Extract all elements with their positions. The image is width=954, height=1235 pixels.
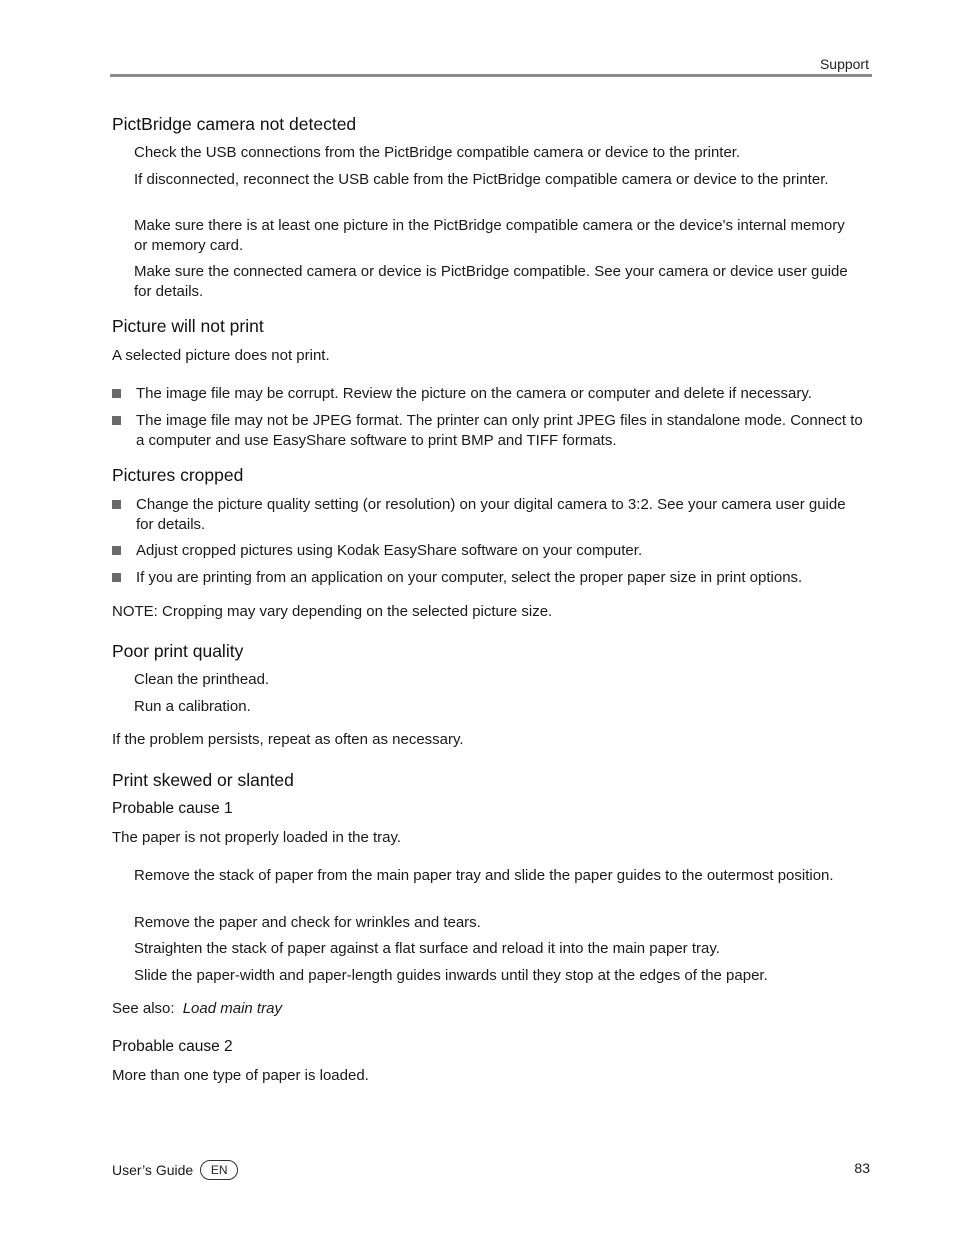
bullet-text: If you are printing from an application on your computer, select the proper paper size in print options. (136, 569, 803, 586)
step-item: Straighten the stack of paper against a flat surface and reload it into the main paper tray. (134, 940, 720, 957)
step-item: Remove the stack of paper from the main paper tray and slide the paper guides to the outermost position. (134, 867, 834, 884)
see-also-label: See also: (112, 1000, 175, 1017)
step-item: Make sure the connected camera or device is PictBridge compatible. See your camera or device user guide for details. (134, 263, 848, 300)
see-also-link[interactable]: Load main tray (182, 1000, 282, 1017)
bullet-square-icon (112, 546, 121, 555)
step-item: Clean the printhead. (134, 671, 270, 688)
heading-poor-print-quality: Poor print quality (112, 641, 244, 661)
step-item: Make sure there is at least one picture in the PictBridge compatible camera or the device's internal memory or memory card. (134, 217, 845, 254)
bullet-square-icon (112, 416, 121, 425)
step-item: Check the USB connections from the PictBridge compatible camera or device to the printer. (134, 144, 741, 161)
bullet-square-icon (112, 389, 121, 398)
subheading-probable-cause-2: Probable cause 2 (112, 1038, 233, 1055)
note-text: NOTE: Cropping may vary depending on the selected picture size. (112, 603, 553, 620)
heading-print-skewed: Print skewed or slanted (112, 770, 294, 790)
page-number: 83 (854, 1160, 870, 1176)
heading-pictbridge-not-detected: PictBridge camera not detected (112, 114, 357, 134)
bullet-square-icon (112, 500, 121, 509)
bullet-text: The image file may not be JPEG format. The printer can only print JPEG files in standalone mode. Connect to a computer and use EasyShare software to print BMP and TIFF formats. (136, 412, 863, 449)
bullet-square-icon (112, 573, 121, 582)
bullet-text: The image file may be corrupt. Review the picture on the camera or computer and delete if necessary. (136, 385, 812, 402)
intro-text: A selected picture does not print. (112, 347, 330, 364)
bullet-text: Adjust cropped pictures using Kodak EasyShare software on your computer. (136, 542, 643, 559)
step-item: Slide the paper-width and paper-length guides inwards until they stop at the edges of the paper. (134, 967, 768, 984)
heading-pictures-cropped: Pictures cropped (112, 465, 244, 485)
cause-text: More than one type of paper is loaded. (112, 1067, 369, 1084)
footer-guide-label: User’s Guide (112, 1162, 194, 1178)
cause-text: The paper is not properly loaded in the tray. (112, 829, 402, 846)
header-rule (110, 74, 872, 77)
bullet-text: Change the picture quality setting (or resolution) on your digital camera to 3:2. See your camera user guide for details. (136, 496, 846, 533)
heading-picture-will-not-print: Picture will not print (112, 316, 264, 336)
language-badge-icon: EN (200, 1160, 238, 1180)
step-item: If disconnected, reconnect the USB cable from the PictBridge compatible camera or device to the printer. (134, 171, 829, 188)
step-item: Run a calibration. (134, 698, 251, 715)
subheading-probable-cause-1: Probable cause 1 (112, 800, 233, 817)
footer-guide (112, 1160, 238, 1180)
outro-text: If the problem persists, repeat as often as necessary. (112, 731, 464, 748)
see-also (112, 999, 282, 1019)
running-header: Support (819, 56, 869, 72)
step-item: Remove the paper and check for wrinkles and tears. (134, 914, 481, 931)
